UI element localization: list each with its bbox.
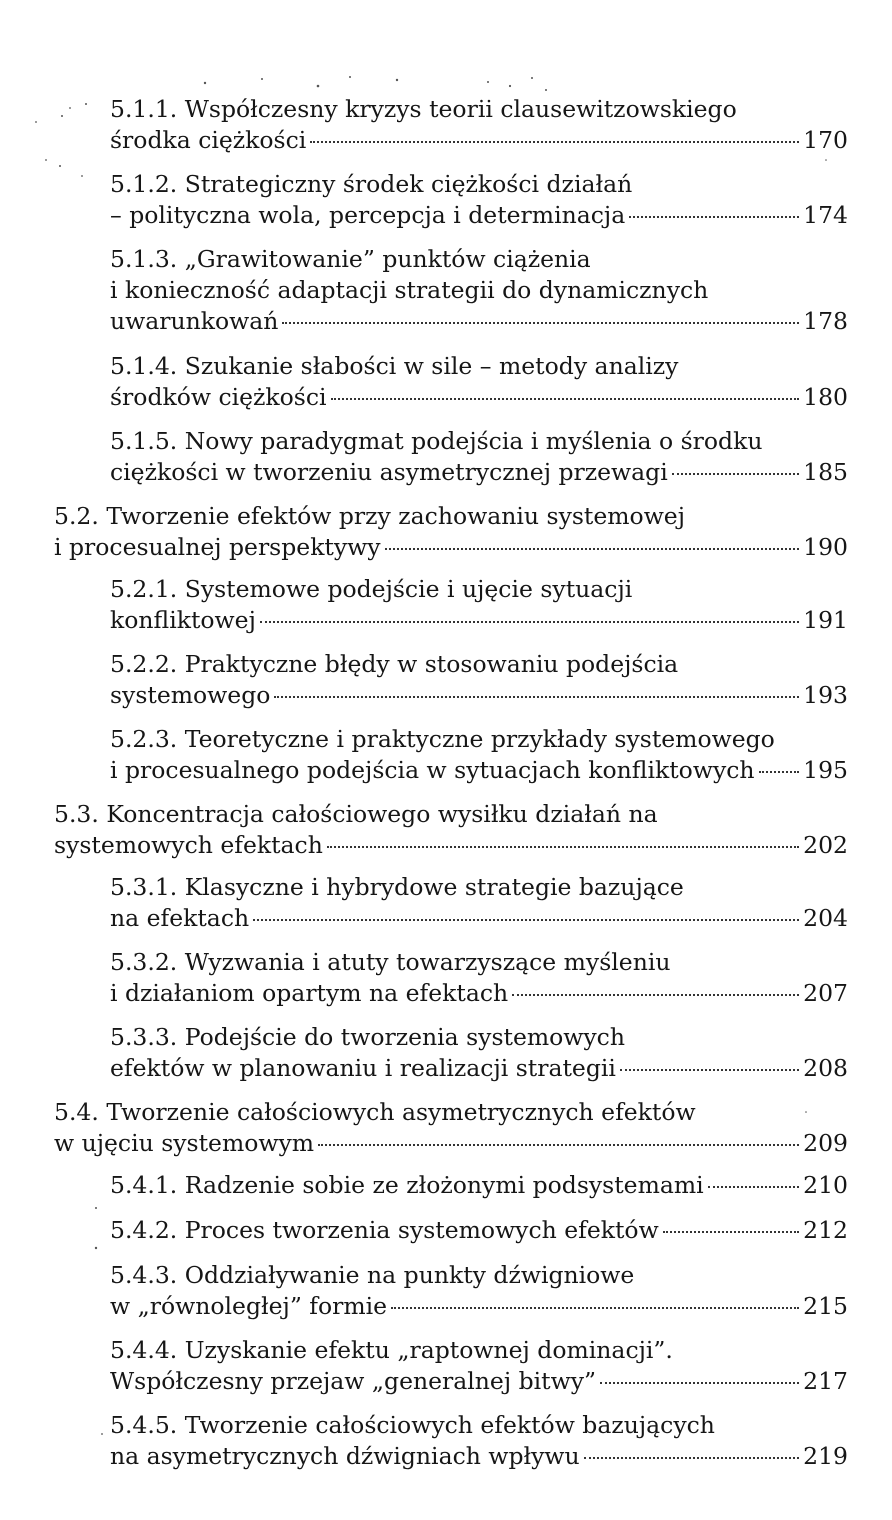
toc-entry[interactable] <box>54 1097 848 1159</box>
toc-entry-last-line <box>110 755 848 786</box>
toc-entry-title-end: i procesualnej perspektywy <box>54 533 381 561</box>
page-number: 204 <box>803 904 848 932</box>
dot-leader <box>274 696 799 698</box>
toc-entry[interactable] <box>110 244 848 337</box>
dot-leader <box>663 1231 799 1233</box>
dot-leader <box>391 1307 799 1309</box>
entry-spacer <box>0 1009 892 1022</box>
page-number: 170 <box>803 126 848 154</box>
toc-entry-title-end: systemowego <box>110 681 271 709</box>
entry-spacer <box>0 1084 892 1097</box>
dot-leader <box>629 216 799 218</box>
toc-entry-title-line: 5.2.1. Systemowe podejście i ujęcie sytuacji <box>110 575 633 603</box>
toc-entry[interactable] <box>54 501 848 563</box>
toc-entry-last-line <box>110 903 848 934</box>
entry-spacer <box>0 934 892 947</box>
page-number: 190 <box>803 533 848 561</box>
page-number: 193 <box>803 681 848 709</box>
page-number: 180 <box>803 383 848 411</box>
toc-entry[interactable] <box>110 574 848 636</box>
page-number: 212 <box>803 1216 848 1244</box>
toc-entry-title-line: 5.3. Koncentracja całościowego wysiłku działań na <box>54 800 658 828</box>
toc-entry-last-line <box>110 382 848 413</box>
entry-spacer <box>0 1159 892 1170</box>
page-number: 185 <box>803 458 848 486</box>
toc-entry-title-end: efektów w planowaniu i realizacji strategii <box>110 1054 616 1082</box>
entry-spacer <box>0 413 892 426</box>
page-number: 217 <box>803 1367 848 1395</box>
toc-entry-title-end: i działaniom opartym na efektach <box>110 979 509 1007</box>
toc-entry[interactable] <box>110 426 848 488</box>
toc-entry-title-line: 5.2.2. Praktyczne błędy w stosowaniu podejścia <box>110 650 679 678</box>
entry-spacer <box>0 488 892 501</box>
toc-entry-last-line <box>110 1053 848 1084</box>
toc-entry-title-line: 5.2.3. Teoretyczne i praktyczne przykłady systemowego <box>110 725 775 753</box>
dot-leader <box>282 322 799 324</box>
dot-leader <box>512 994 799 996</box>
toc-entry-title-line: 5.2. Tworzenie efektów przy zachowaniu systemowej <box>54 502 686 530</box>
toc-entry-last-line <box>54 532 848 563</box>
toc-entry-title-line: 5.4.4. Uzyskanie efektu „raptownej dominacji”. <box>110 1336 673 1364</box>
toc-entry-last-line <box>110 1441 848 1472</box>
dot-leader <box>759 771 800 773</box>
toc-entry-title-line: 5.4.3. Oddziaływanie na punkty dźwigniowe <box>110 1261 635 1289</box>
toc-entry-title-end: i procesualnego podejścia w sytuacjach konfliktowych <box>110 756 755 784</box>
toc-entry-title-end: na efektach <box>110 904 250 932</box>
page-number: 174 <box>803 201 848 229</box>
toc-entry[interactable] <box>110 94 848 156</box>
toc-entry-title-end: 5.4.2. Proces tworzenia systemowych efektów <box>110 1216 659 1244</box>
page-number: 208 <box>803 1054 848 1082</box>
toc-entry-title-line: 5.1.5. Nowy paradygmat podejścia i myślenia o środku <box>110 427 763 455</box>
page-number: 191 <box>803 606 848 634</box>
toc-entry-last-line <box>110 457 848 488</box>
toc-entry-title-end: w ujęciu systemowym <box>54 1129 315 1157</box>
toc-entry-title-end: konfliktowej <box>110 606 256 634</box>
toc-entry[interactable] <box>110 1260 848 1322</box>
toc-entry[interactable] <box>110 872 848 934</box>
page-number: 215 <box>803 1292 848 1320</box>
page-number: 178 <box>803 307 848 335</box>
toc-entry-title-line: 5.1.4. Szukanie słabości w sile – metody analizy <box>110 352 679 380</box>
page-number: 207 <box>803 979 848 1007</box>
entry-spacer <box>0 563 892 574</box>
toc-entry[interactable] <box>110 724 848 786</box>
toc-entry-last-line <box>110 306 848 337</box>
page-number: 195 <box>803 756 848 784</box>
dot-leader <box>318 1144 799 1146</box>
toc-entry-title-end: ciężkości w tworzeniu asymetrycznej przewagi <box>110 458 668 486</box>
toc-entry-last-line <box>110 1215 848 1246</box>
entry-spacer <box>0 156 892 169</box>
dot-leader <box>331 398 800 400</box>
entry-spacer <box>0 861 892 872</box>
dot-leader <box>672 473 799 475</box>
toc-entry-title-end: uwarunkowań <box>110 307 279 335</box>
page-number: 202 <box>803 831 848 859</box>
toc-entry-last-line <box>110 605 848 636</box>
entry-spacer <box>0 231 892 244</box>
entry-spacer <box>0 1397 892 1410</box>
dot-leader <box>327 846 799 848</box>
toc-entry-last-line <box>110 1366 848 1397</box>
toc-entry[interactable] <box>110 1170 848 1201</box>
toc-entry-title-line: 5.4.5. Tworzenie całościowych efektów bazujących <box>110 1411 715 1439</box>
toc-entry[interactable] <box>110 351 848 413</box>
dot-leader <box>260 621 799 623</box>
dot-leader <box>310 141 799 143</box>
toc-entry[interactable] <box>110 947 848 1009</box>
toc-entry-title-line: 5.3.2. Wyzwania i atuty towarzyszące myśleniu <box>110 948 671 976</box>
entry-spacer <box>0 786 892 799</box>
toc-entry-title-line: 5.3.3. Podejście do tworzenia systemowych <box>110 1023 625 1051</box>
toc-entry-title-line: 5.3.1. Klasyczne i hybrydowe strategie bazujące <box>110 873 684 901</box>
toc-entry-title-line: 5.1.3. „Grawitowanie” punktów ciążenia <box>110 245 591 273</box>
dot-leader <box>600 1382 799 1384</box>
toc-entry-title-end: 5.4.1. Radzenie sobie ze złożonymi podsystemami <box>110 1171 704 1199</box>
toc-entry[interactable] <box>110 649 848 711</box>
page-number: 209 <box>803 1129 848 1157</box>
toc-entry-last-line <box>110 200 848 231</box>
toc-entry-title-end: środków ciężkości <box>110 383 327 411</box>
toc-entry[interactable] <box>110 1410 848 1472</box>
dot-leader <box>253 919 799 921</box>
entry-spacer <box>0 1201 892 1215</box>
toc-entry-title-end: – polityczna wola, percepcja i determinacja <box>110 201 626 229</box>
dot-leader <box>584 1457 799 1459</box>
toc-entry-last-line <box>110 978 848 1009</box>
toc-entry-last-line <box>54 830 848 861</box>
table-of-contents <box>0 94 892 1472</box>
entry-spacer <box>0 1322 892 1335</box>
dot-leader <box>620 1069 799 1071</box>
entry-spacer <box>0 337 892 351</box>
dot-leader <box>385 548 800 550</box>
toc-entry-last-line <box>110 680 848 711</box>
toc-entry-title-end: systemowych efektach <box>54 831 323 859</box>
page-number: 219 <box>803 1442 848 1470</box>
toc-entry[interactable] <box>110 1022 848 1084</box>
entry-spacer <box>0 636 892 649</box>
dot-leader <box>708 1186 799 1188</box>
toc-entry-title-line: 5.4. Tworzenie całościowych asymetrycznych efektów <box>54 1098 696 1126</box>
page-number: 210 <box>803 1171 848 1199</box>
toc-entry-title-end: Współczesny przejaw „generalnej bitwy” <box>110 1367 596 1395</box>
entry-spacer <box>0 711 892 724</box>
toc-entry-last-line <box>110 1291 848 1322</box>
toc-entry-title-end: środka ciężkości <box>110 126 307 154</box>
toc-entry[interactable] <box>110 1215 848 1246</box>
toc-entry[interactable] <box>110 169 848 231</box>
toc-entry-last-line <box>110 125 848 156</box>
toc-entry-title-end: na asymetrycznych dźwigniach wpływu <box>110 1442 580 1470</box>
toc-entry-title-line: 5.1.1. Współczesny kryzys teorii clausewitzowskiego <box>110 95 737 123</box>
toc-entry-last-line <box>110 1170 848 1201</box>
toc-entry-title-line: i konieczność adaptacji strategii do dynamicznych <box>110 276 709 304</box>
toc-entry-title-end: w „równoległej” formie <box>110 1292 388 1320</box>
entry-spacer <box>0 1246 892 1260</box>
toc-entry-last-line <box>54 1128 848 1159</box>
toc-entry[interactable] <box>110 1335 848 1397</box>
toc-entry[interactable] <box>54 799 848 861</box>
toc-entry-title-line: 5.1.2. Strategiczny środek ciężkości działań <box>110 170 633 198</box>
